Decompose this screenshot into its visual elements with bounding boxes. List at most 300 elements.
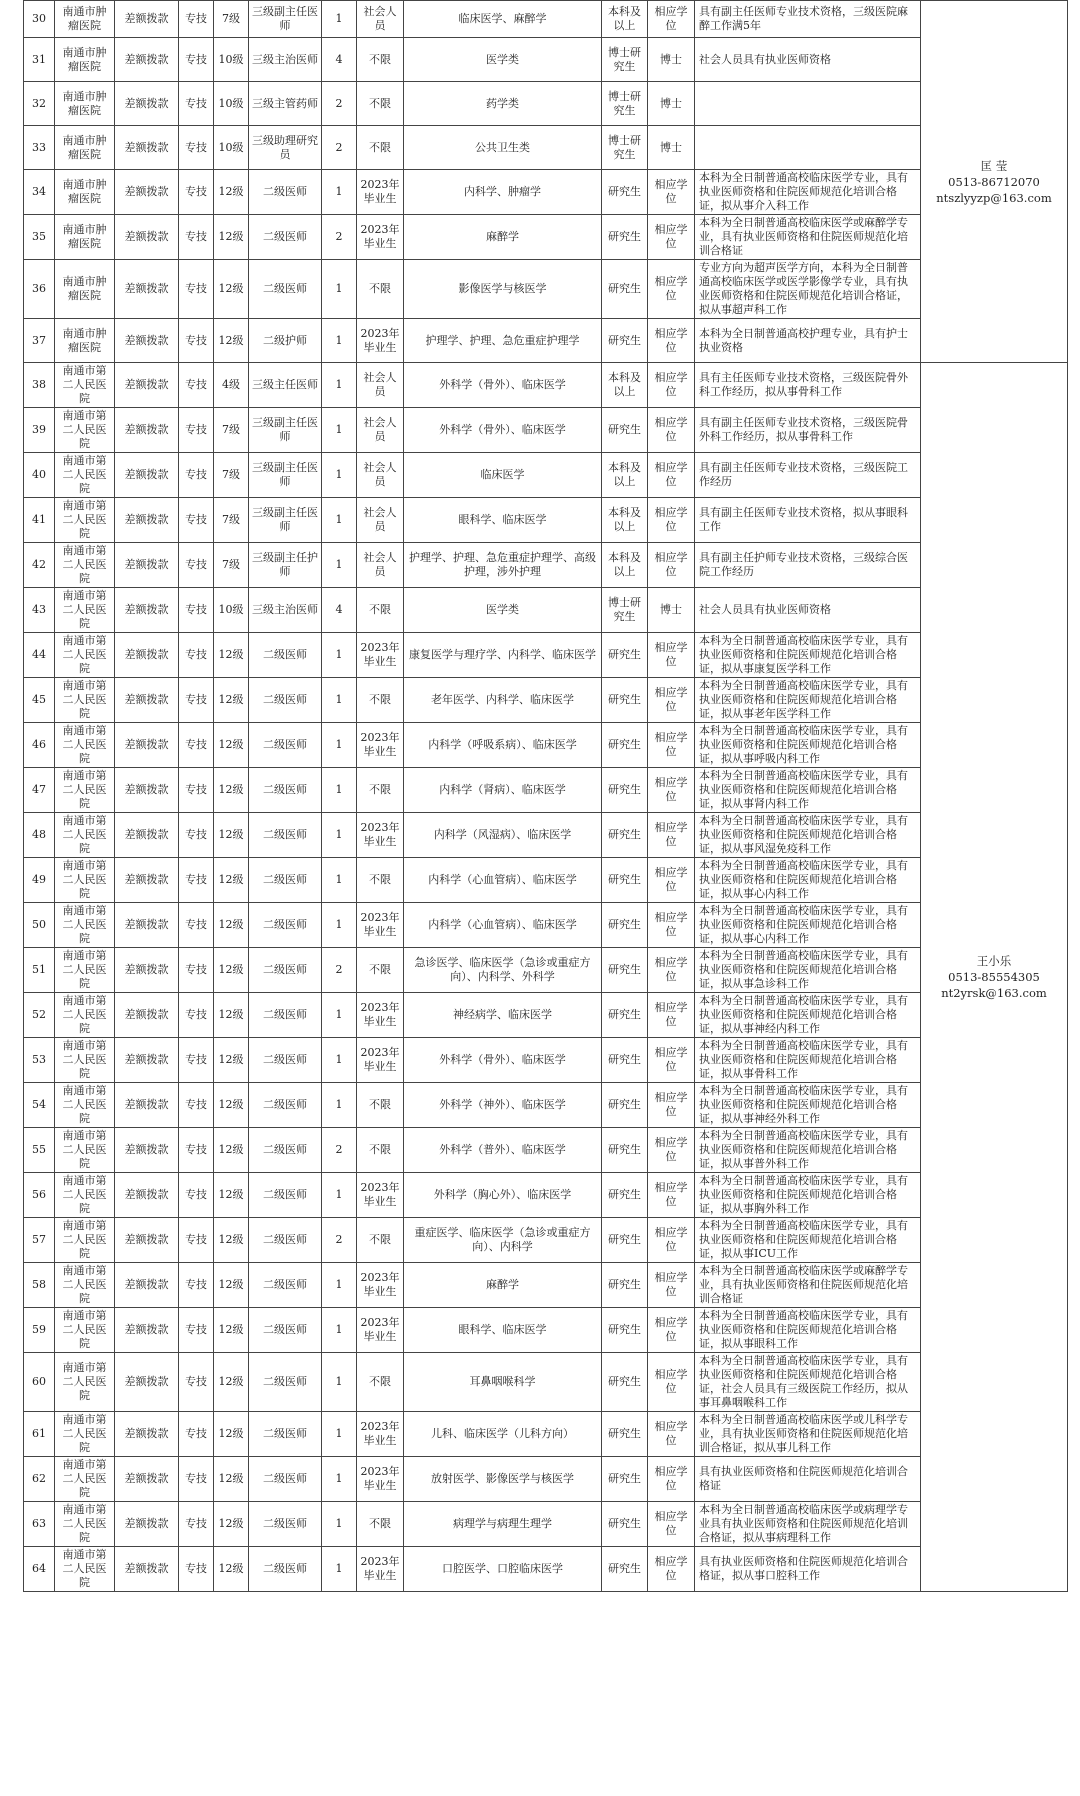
- table-row: [24, 215, 1068, 260]
- unit-name-cell: 南通市肿瘤医院: [55, 215, 115, 260]
- hire-count-cell: 1: [322, 543, 357, 588]
- funding-type-cell: 差额拨款: [115, 1412, 179, 1457]
- major-requirement-cell: 外科学（骨外）、临床医学: [404, 363, 602, 408]
- row-number-cell: 57: [24, 1218, 55, 1263]
- major-requirement-cell: 外科学（神外）、临床医学: [404, 1083, 602, 1128]
- post-name-cell: 三级副主任医师: [249, 408, 322, 453]
- table-row: [24, 813, 1068, 858]
- row-number-cell: 47: [24, 768, 55, 813]
- degree-cell: 博士: [648, 82, 695, 126]
- degree-cell: 相应学位: [648, 1, 695, 38]
- applicant-target-cell: 2023年毕业生: [357, 1412, 404, 1457]
- applicant-target-cell: 不限: [357, 1128, 404, 1173]
- hire-count-cell: 1: [322, 260, 357, 319]
- hire-count-cell: 4: [322, 588, 357, 633]
- funding-type-cell: 差额拨款: [115, 1218, 179, 1263]
- other-requirements-cell: 本科为全日制普通高校临床医学或麻醉学专业，具有执业医师资格和住院医师规范化培训合格证: [695, 215, 921, 260]
- post-name-cell: 三级副主任护师: [249, 543, 322, 588]
- table-row: [24, 170, 1068, 215]
- unit-name-cell: 南通市第二人民医院: [55, 993, 115, 1038]
- other-requirements-cell: 本科为全日制普通高校临床医学专业，具有执业医师资格和住院医师规范化培训合格证，拟从事呼吸内科工作: [695, 723, 921, 768]
- other-requirements-cell: 具有主任医师专业技术资格，三级医院骨外科工作经历，拟从事骨科工作: [695, 363, 921, 408]
- education-cell: 研究生: [602, 1547, 648, 1592]
- table-body: [24, 1, 1068, 1592]
- row-number-cell: 59: [24, 1308, 55, 1353]
- other-requirements-cell: 具有执业医师资格和住院医师规范化培训合格证，拟从事口腔科工作: [695, 1547, 921, 1592]
- post-level-cell: 12级: [214, 1412, 249, 1457]
- table-row: [24, 768, 1068, 813]
- degree-cell: 相应学位: [648, 319, 695, 363]
- major-requirement-cell: 内科学（心血管病）、临床医学: [404, 903, 602, 948]
- education-cell: 研究生: [602, 678, 648, 723]
- table-row: [24, 1502, 1068, 1547]
- applicant-target-cell: 不限: [357, 260, 404, 319]
- education-cell: 博士研究生: [602, 588, 648, 633]
- post-level-cell: 12级: [214, 1547, 249, 1592]
- other-requirements-cell: 具有副主任护师专业技术资格，三级综合医院工作经历: [695, 543, 921, 588]
- funding-type-cell: 差额拨款: [115, 408, 179, 453]
- unit-name-cell: 南通市肿瘤医院: [55, 126, 115, 170]
- unit-name-cell: 南通市第二人民医院: [55, 1173, 115, 1218]
- applicant-target-cell: 不限: [357, 858, 404, 903]
- table-row: [24, 260, 1068, 319]
- post-name-cell: 二级医师: [249, 1173, 322, 1218]
- other-requirements-cell: 社会人员具有执业医师资格: [695, 588, 921, 633]
- table-row: [24, 588, 1068, 633]
- table-row: [24, 1308, 1068, 1353]
- post-name-cell: 二级医师: [249, 1083, 322, 1128]
- other-requirements-cell: 具有副主任医师专业技术资格，三级医院骨外科工作经历，拟从事骨科工作: [695, 408, 921, 453]
- post-name-cell: 二级医师: [249, 1547, 322, 1592]
- education-cell: 研究生: [602, 993, 648, 1038]
- funding-type-cell: 差额拨款: [115, 1308, 179, 1353]
- funding-type-cell: 差额拨款: [115, 1173, 179, 1218]
- post-category-cell: 专技: [179, 768, 214, 813]
- table-row: [24, 948, 1068, 993]
- education-cell: 研究生: [602, 1038, 648, 1083]
- post-name-cell: 三级主治医师: [249, 38, 322, 82]
- hire-count-cell: 4: [322, 38, 357, 82]
- row-number-cell: 53: [24, 1038, 55, 1083]
- funding-type-cell: 差额拨款: [115, 260, 179, 319]
- table-row: [24, 408, 1068, 453]
- degree-cell: 相应学位: [648, 543, 695, 588]
- degree-cell: 相应学位: [648, 858, 695, 903]
- row-number-cell: 43: [24, 588, 55, 633]
- applicant-target-cell: 不限: [357, 1083, 404, 1128]
- major-requirement-cell: 公共卫生类: [404, 126, 602, 170]
- hire-count-cell: 1: [322, 170, 357, 215]
- other-requirements-cell: 本科为全日制普通高校临床医学专业，具有执业医师资格和住院医师规范化培训合格证，拟从事神经外科工作: [695, 1083, 921, 1128]
- degree-cell: 相应学位: [648, 1083, 695, 1128]
- hire-count-cell: 1: [322, 1547, 357, 1592]
- unit-name-cell: 南通市第二人民医院: [55, 768, 115, 813]
- applicant-target-cell: 2023年毕业生: [357, 993, 404, 1038]
- post-level-cell: 4级: [214, 363, 249, 408]
- post-level-cell: 12级: [214, 260, 249, 319]
- education-cell: 研究生: [602, 1502, 648, 1547]
- post-name-cell: 二级医师: [249, 768, 322, 813]
- table-row: [24, 633, 1068, 678]
- funding-type-cell: 差额拨款: [115, 903, 179, 948]
- post-category-cell: 专技: [179, 1128, 214, 1173]
- post-level-cell: 12级: [214, 319, 249, 363]
- hire-count-cell: 1: [322, 993, 357, 1038]
- post-category-cell: 专技: [179, 588, 214, 633]
- unit-name-cell: 南通市第二人民医院: [55, 948, 115, 993]
- post-name-cell: 二级医师: [249, 903, 322, 948]
- row-number-cell: 55: [24, 1128, 55, 1173]
- degree-cell: 相应学位: [648, 768, 695, 813]
- hire-count-cell: 1: [322, 1038, 357, 1083]
- post-level-cell: 7级: [214, 1, 249, 38]
- education-cell: 研究生: [602, 319, 648, 363]
- table-row: [24, 903, 1068, 948]
- contact-phone: 0513-85554305: [948, 970, 1040, 984]
- degree-cell: 相应学位: [648, 1502, 695, 1547]
- post-level-cell: 12级: [214, 723, 249, 768]
- degree-cell: 相应学位: [648, 1547, 695, 1592]
- post-name-cell: 三级主治医师: [249, 588, 322, 633]
- row-number-cell: 62: [24, 1457, 55, 1502]
- funding-type-cell: 差额拨款: [115, 948, 179, 993]
- other-requirements-cell: 本科为全日制普通高校临床医学专业，具有执业医师资格和住院医师规范化培训合格证，拟从事ICU工作: [695, 1218, 921, 1263]
- post-level-cell: 12级: [214, 215, 249, 260]
- contact-phone: 0513-86712070: [948, 174, 1040, 189]
- post-level-cell: 12级: [214, 678, 249, 723]
- major-requirement-cell: 麻醉学: [404, 215, 602, 260]
- post-category-cell: 专技: [179, 678, 214, 723]
- degree-cell: 相应学位: [648, 948, 695, 993]
- unit-name-cell: 南通市第二人民医院: [55, 903, 115, 948]
- other-requirements-cell: 具有执业医师资格和住院医师规范化培训合格证: [695, 1457, 921, 1502]
- post-name-cell: 三级副主任医师: [249, 453, 322, 498]
- other-requirements-cell: 具有副主任医师专业技术资格，拟从事眼科工作: [695, 498, 921, 543]
- funding-type-cell: 差额拨款: [115, 453, 179, 498]
- post-name-cell: 二级医师: [249, 1038, 322, 1083]
- table-row: [24, 678, 1068, 723]
- applicant-target-cell: 2023年毕业生: [357, 1547, 404, 1592]
- degree-cell: 相应学位: [648, 1353, 695, 1412]
- other-requirements-cell: 本科为全日制普通高校临床医学或麻醉学专业，具有执业医师资格和住院医师规范化培训合格证: [695, 1263, 921, 1308]
- post-name-cell: 二级医师: [249, 1502, 322, 1547]
- post-name-cell: 二级医师: [249, 1353, 322, 1412]
- other-requirements-cell: 本科为全日制普通高校临床医学或儿科学专业，具有执业医师资格和住院医师规范化培训合格证，拟从事儿科工作: [695, 1412, 921, 1457]
- recruitment-table: [23, 0, 1068, 1592]
- education-cell: 研究生: [602, 633, 648, 678]
- post-level-cell: 12级: [214, 903, 249, 948]
- post-level-cell: 10级: [214, 126, 249, 170]
- post-name-cell: 二级医师: [249, 1457, 322, 1502]
- funding-type-cell: 差额拨款: [115, 126, 179, 170]
- post-level-cell: 12级: [214, 1128, 249, 1173]
- hire-count-cell: 1: [322, 768, 357, 813]
- applicant-target-cell: 社会人员: [357, 453, 404, 498]
- major-requirement-cell: 眼科学、临床医学: [404, 498, 602, 543]
- post-level-cell: 12级: [214, 1263, 249, 1308]
- row-number-cell: 60: [24, 1353, 55, 1412]
- funding-type-cell: 差额拨款: [115, 633, 179, 678]
- post-category-cell: 专技: [179, 363, 214, 408]
- major-requirement-cell: 内科学（呼吸系病）、临床医学: [404, 723, 602, 768]
- applicant-target-cell: 社会人员: [357, 363, 404, 408]
- applicant-target-cell: 不限: [357, 948, 404, 993]
- contact-name: 王小乐: [976, 954, 1012, 968]
- major-requirement-cell: 影像医学与核医学: [404, 260, 602, 319]
- major-requirement-cell: 麻醉学: [404, 1263, 602, 1308]
- degree-cell: 相应学位: [648, 1128, 695, 1173]
- funding-type-cell: 差额拨款: [115, 1353, 179, 1412]
- other-requirements-cell: [695, 82, 921, 126]
- education-cell: 研究生: [602, 260, 648, 319]
- row-number-cell: 50: [24, 903, 55, 948]
- row-number-cell: 44: [24, 633, 55, 678]
- post-level-cell: 12级: [214, 1218, 249, 1263]
- other-requirements-cell: [695, 126, 921, 170]
- post-category-cell: 专技: [179, 453, 214, 498]
- unit-name-cell: 南通市第二人民医院: [55, 543, 115, 588]
- funding-type-cell: 差额拨款: [115, 768, 179, 813]
- post-category-cell: 专技: [179, 319, 214, 363]
- applicant-target-cell: 2023年毕业生: [357, 1308, 404, 1353]
- degree-cell: 相应学位: [648, 1173, 695, 1218]
- row-number-cell: 39: [24, 408, 55, 453]
- applicant-target-cell: 社会人员: [357, 543, 404, 588]
- degree-cell: 相应学位: [648, 170, 695, 215]
- hire-count-cell: 1: [322, 1, 357, 38]
- post-level-cell: 12级: [214, 948, 249, 993]
- post-level-cell: 12级: [214, 1308, 249, 1353]
- table-row: [24, 82, 1068, 126]
- funding-type-cell: 差额拨款: [115, 1038, 179, 1083]
- post-category-cell: 专技: [179, 1263, 214, 1308]
- major-requirement-cell: 护理学、护理、急危重症护理学: [404, 319, 602, 363]
- unit-name-cell: 南通市肿瘤医院: [55, 1, 115, 38]
- table-row: [24, 1128, 1068, 1173]
- education-cell: 研究生: [602, 723, 648, 768]
- education-cell: 研究生: [602, 170, 648, 215]
- applicant-target-cell: 2023年毕业生: [357, 215, 404, 260]
- degree-cell: 相应学位: [648, 408, 695, 453]
- post-level-cell: 7级: [214, 408, 249, 453]
- degree-cell: 博士: [648, 588, 695, 633]
- major-requirement-cell: 神经病学、临床医学: [404, 993, 602, 1038]
- row-number-cell: 61: [24, 1412, 55, 1457]
- post-name-cell: 二级医师: [249, 1263, 322, 1308]
- other-requirements-cell: 本科为全日制普通高校临床医学专业，具有执业医师资格和住院医师规范化培训合格证，拟从事风湿免疫科工作: [695, 813, 921, 858]
- hire-count-cell: 1: [322, 363, 357, 408]
- other-requirements-cell: 本科为全日制普通高校临床医学专业，具有执业医师资格和住院医师规范化培训合格证，社会人员具有三级医院工作经历，拟从事耳鼻咽喉科工作: [695, 1353, 921, 1412]
- applicant-target-cell: 不限: [357, 126, 404, 170]
- education-cell: 研究生: [602, 1353, 648, 1412]
- row-number-cell: 46: [24, 723, 55, 768]
- post-category-cell: 专技: [179, 1308, 214, 1353]
- education-cell: 研究生: [602, 1173, 648, 1218]
- post-name-cell: 二级医师: [249, 633, 322, 678]
- unit-name-cell: 南通市第二人民医院: [55, 858, 115, 903]
- unit-name-cell: 南通市第二人民医院: [55, 363, 115, 408]
- post-level-cell: 12级: [214, 1083, 249, 1128]
- applicant-target-cell: 社会人员: [357, 498, 404, 543]
- table-row: [24, 1263, 1068, 1308]
- degree-cell: 相应学位: [648, 903, 695, 948]
- unit-name-cell: 南通市第二人民医院: [55, 723, 115, 768]
- major-requirement-cell: 老年医学、内科学、临床医学: [404, 678, 602, 723]
- applicant-target-cell: 2023年毕业生: [357, 170, 404, 215]
- other-requirements-cell: 本科为全日制普通高校临床医学专业，具有执业医师资格和住院医师规范化培训合格证，拟从事普外科工作: [695, 1128, 921, 1173]
- funding-type-cell: 差额拨款: [115, 215, 179, 260]
- unit-name-cell: 南通市第二人民医院: [55, 408, 115, 453]
- education-cell: 研究生: [602, 768, 648, 813]
- unit-name-cell: 南通市第二人民医院: [55, 1083, 115, 1128]
- other-requirements-cell: 本科为全日制普通高校临床医学专业，具有执业医师资格和住院医师规范化培训合格证，拟从事老年医学科工作: [695, 678, 921, 723]
- applicant-target-cell: 不限: [357, 588, 404, 633]
- unit-name-cell: 南通市第二人民医院: [55, 498, 115, 543]
- education-cell: 研究生: [602, 858, 648, 903]
- unit-name-cell: 南通市肿瘤医院: [55, 260, 115, 319]
- degree-cell: 相应学位: [648, 993, 695, 1038]
- hire-count-cell: 2: [322, 1128, 357, 1173]
- funding-type-cell: 差额拨款: [115, 723, 179, 768]
- applicant-target-cell: 2023年毕业生: [357, 319, 404, 363]
- table-row: [24, 1173, 1068, 1218]
- unit-name-cell: 南通市第二人民医院: [55, 1502, 115, 1547]
- hire-count-cell: 1: [322, 1457, 357, 1502]
- major-requirement-cell: 内科学（心血管病）、临床医学: [404, 858, 602, 903]
- post-category-cell: 专技: [179, 38, 214, 82]
- major-requirement-cell: 外科学（骨外）、临床医学: [404, 1038, 602, 1083]
- major-requirement-cell: 医学类: [404, 38, 602, 82]
- unit-name-cell: 南通市第二人民医院: [55, 1218, 115, 1263]
- education-cell: 研究生: [602, 1128, 648, 1173]
- applicant-target-cell: 2023年毕业生: [357, 1038, 404, 1083]
- major-requirement-cell: 重症医学、临床医学（急诊或重症方向）、内科学: [404, 1218, 602, 1263]
- unit-name-cell: 南通市第二人民医院: [55, 1263, 115, 1308]
- post-level-cell: 7级: [214, 498, 249, 543]
- funding-type-cell: 差额拨款: [115, 813, 179, 858]
- major-requirement-cell: 内科学、肿瘤学: [404, 170, 602, 215]
- row-number-cell: 37: [24, 319, 55, 363]
- major-requirement-cell: 眼科学、临床医学: [404, 1308, 602, 1353]
- other-requirements-cell: 社会人员具有执业医师资格: [695, 38, 921, 82]
- post-level-cell: 12级: [214, 633, 249, 678]
- post-category-cell: 专技: [179, 82, 214, 126]
- other-requirements-cell: 专业方向为超声医学方向，本科为全日制普通高校临床医学或医学影像学专业，具有执业医师资格和住院医师规范化培训合格证，拟从事超声科工作: [695, 260, 921, 319]
- hire-count-cell: 1: [322, 858, 357, 903]
- contact-cell-tumor: [921, 1, 1068, 363]
- post-category-cell: 专技: [179, 1457, 214, 1502]
- row-number-cell: 35: [24, 215, 55, 260]
- funding-type-cell: 差额拨款: [115, 678, 179, 723]
- unit-name-cell: 南通市第二人民医院: [55, 1128, 115, 1173]
- major-requirement-cell: 内科学（肾病）、临床医学: [404, 768, 602, 813]
- degree-cell: 相应学位: [648, 215, 695, 260]
- post-category-cell: 专技: [179, 1038, 214, 1083]
- funding-type-cell: 差额拨款: [115, 1, 179, 38]
- major-requirement-cell: 医学类: [404, 588, 602, 633]
- table-row: [24, 1353, 1068, 1412]
- post-name-cell: 二级医师: [249, 678, 322, 723]
- education-cell: 本科及以上: [602, 1, 648, 38]
- major-requirement-cell: 外科学（普外）、临床医学: [404, 1128, 602, 1173]
- major-requirement-cell: 急诊医学、临床医学（急诊或重症方向）、内科学、外科学: [404, 948, 602, 993]
- post-category-cell: 专技: [179, 1412, 214, 1457]
- post-name-cell: 三级主任医师: [249, 363, 322, 408]
- hire-count-cell: 1: [322, 1502, 357, 1547]
- contact-email: ntszlyyzp@163.com: [936, 190, 1052, 205]
- post-level-cell: 12级: [214, 1502, 249, 1547]
- recruitment-table-wrapper: [23, 0, 1067, 1592]
- post-category-cell: 专技: [179, 1173, 214, 1218]
- applicant-target-cell: 2023年毕业生: [357, 723, 404, 768]
- major-requirement-cell: 临床医学: [404, 453, 602, 498]
- row-number-cell: 41: [24, 498, 55, 543]
- table-row: [24, 1218, 1068, 1263]
- post-level-cell: 12级: [214, 858, 249, 903]
- post-category-cell: 专技: [179, 215, 214, 260]
- hire-count-cell: 1: [322, 813, 357, 858]
- education-cell: 本科及以上: [602, 453, 648, 498]
- major-requirement-cell: 口腔医学、口腔临床医学: [404, 1547, 602, 1592]
- row-number-cell: 34: [24, 170, 55, 215]
- funding-type-cell: 差额拨款: [115, 993, 179, 1038]
- contact-name: 匡 莹: [980, 158, 1008, 173]
- post-category-cell: 专技: [179, 1547, 214, 1592]
- degree-cell: 相应学位: [648, 1308, 695, 1353]
- post-name-cell: 二级医师: [249, 723, 322, 768]
- other-requirements-cell: 本科为全日制普通高校临床医学专业，具有执业医师资格和住院医师规范化培训合格证，拟从事胸外科工作: [695, 1173, 921, 1218]
- major-requirement-cell: 康复医学与理疗学、内科学、临床医学: [404, 633, 602, 678]
- degree-cell: 相应学位: [648, 678, 695, 723]
- post-category-cell: 专技: [179, 993, 214, 1038]
- post-name-cell: 二级护师: [249, 319, 322, 363]
- post-name-cell: 二级医师: [249, 948, 322, 993]
- applicant-target-cell: 2023年毕业生: [357, 1173, 404, 1218]
- post-category-cell: 专技: [179, 126, 214, 170]
- other-requirements-cell: 本科为全日制普通高校临床医学或病理学专业具有执业医师资格和住院医师规范化培训合格证，拟从事病理科工作: [695, 1502, 921, 1547]
- funding-type-cell: 差额拨款: [115, 1547, 179, 1592]
- row-number-cell: 49: [24, 858, 55, 903]
- unit-name-cell: 南通市第二人民医院: [55, 678, 115, 723]
- post-name-cell: 三级副主任医师: [249, 1, 322, 38]
- major-requirement-cell: 外科学（骨外）、临床医学: [404, 408, 602, 453]
- post-name-cell: 二级医师: [249, 1308, 322, 1353]
- row-number-cell: 64: [24, 1547, 55, 1592]
- other-requirements-cell: 本科为全日制普通高校临床医学专业，具有执业医师资格和住院医师规范化培训合格证，拟从事骨科工作: [695, 1038, 921, 1083]
- table-row: [24, 1038, 1068, 1083]
- degree-cell: 相应学位: [648, 1218, 695, 1263]
- applicant-target-cell: 不限: [357, 1502, 404, 1547]
- education-cell: 本科及以上: [602, 363, 648, 408]
- post-level-cell: 12级: [214, 1353, 249, 1412]
- post-name-cell: 二级医师: [249, 993, 322, 1038]
- table-row: [24, 1547, 1068, 1592]
- other-requirements-cell: 本科为全日制普通高校临床医学专业，具有执业医师资格和住院医师规范化培训合格证，拟从事神经内科工作: [695, 993, 921, 1038]
- education-cell: 研究生: [602, 813, 648, 858]
- unit-name-cell: 南通市肿瘤医院: [55, 82, 115, 126]
- unit-name-cell: 南通市第二人民医院: [55, 1038, 115, 1083]
- education-cell: 研究生: [602, 1218, 648, 1263]
- applicant-target-cell: 2023年毕业生: [357, 633, 404, 678]
- post-level-cell: 12级: [214, 1038, 249, 1083]
- hire-count-cell: 1: [322, 903, 357, 948]
- contact-cell-second: [921, 363, 1068, 1592]
- row-number-cell: 48: [24, 813, 55, 858]
- hire-count-cell: 2: [322, 215, 357, 260]
- post-name-cell: 二级医师: [249, 1218, 322, 1263]
- education-cell: 研究生: [602, 1412, 648, 1457]
- row-number-cell: 52: [24, 993, 55, 1038]
